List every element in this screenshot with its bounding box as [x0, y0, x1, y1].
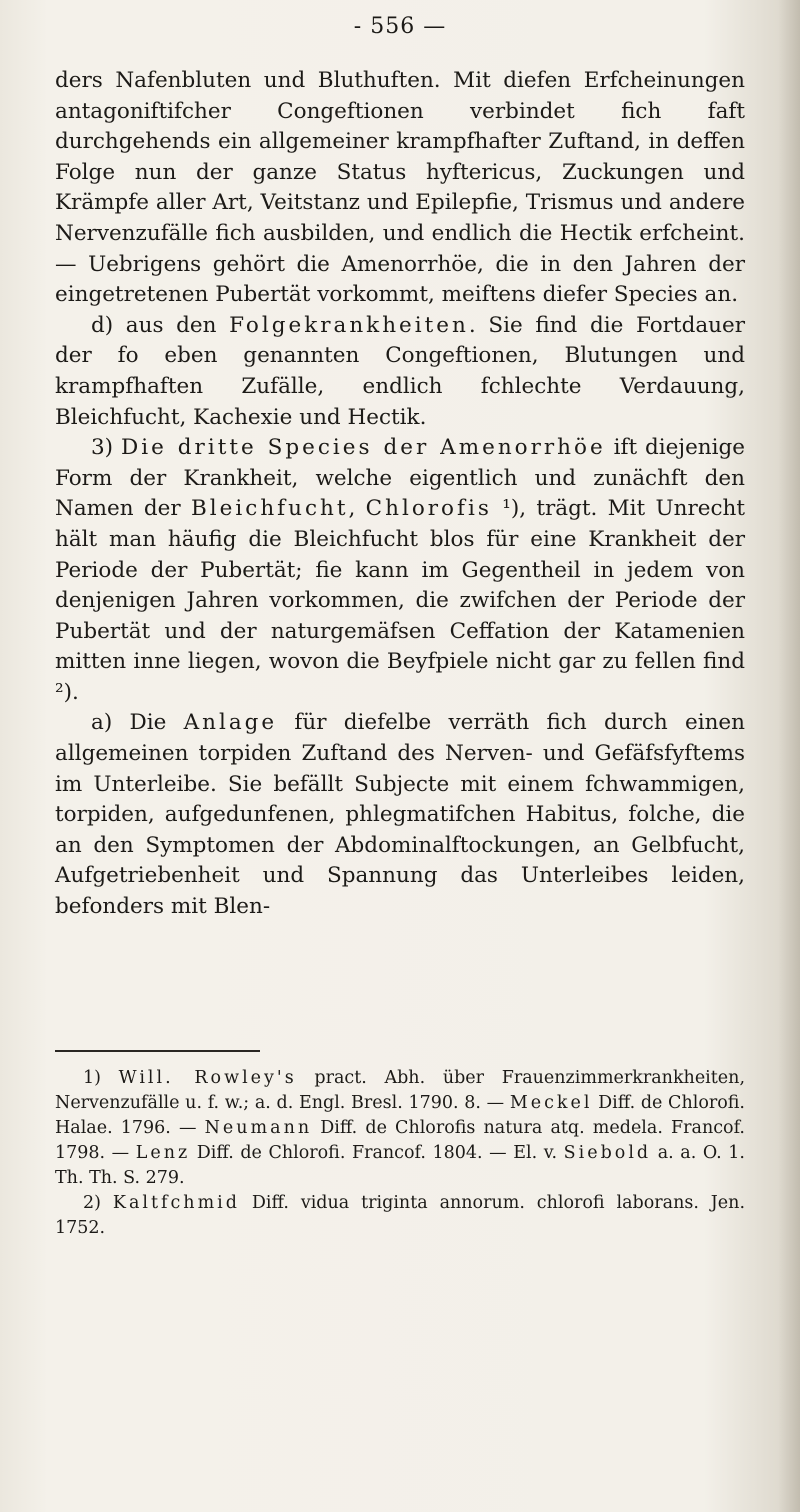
spaced-term: Anlage — [183, 710, 278, 736]
spaced-term: Bleichfucht — [191, 496, 349, 522]
body-text — [55, 66, 745, 923]
footnote-2 — [55, 1191, 745, 1241]
spaced-term: Neumann — [204, 1118, 313, 1138]
spaced-term: Siebold — [563, 1143, 652, 1163]
text-run: pract. Abh. über Frauenzimmerkrankheiten, Nervenzufälle u. f. w.; a. d. Engl. Bresl. 1790. 8. — — [55, 1068, 746, 1113]
page-number: - 556 — — [353, 14, 447, 39]
text-run: Diff. vidua triginta annorum. chlorofi laborans. Jen. 1752. — [55, 1193, 746, 1238]
text-run: Diff. de Chlorofis natura atq. medela. Francof. 1798. — — [55, 1118, 745, 1163]
text-run: für diefelbe verräth fich durch einen allgemeinen torpiden Zuftand des Nerven- und Gefäfsfyftems im Unterleibe. Sie befällt Subjecte mit einem fchwammigen, torpiden, aufgedunfenen, phlegmatifchen Habitus, folche, die an den Symptomen der Abdominalftockungen, an Gelbfucht, Aufgetriebenheit und Spannung das Unterleibes leiden, befonders mit Blen- — [55, 710, 746, 920]
paragraph-4 — [55, 708, 745, 922]
spaced-term: Die dritte Species der Amenorrhöe — [121, 435, 606, 461]
text-run: Diff. de Chlorofi. Halae. 1796. — — [55, 1093, 745, 1138]
text-run: 1) — [83, 1068, 119, 1088]
paragraph-1 — [55, 66, 745, 311]
text-run: Diff. de Chlorofi. Francof. 1804. — El. v. — [190, 1143, 564, 1163]
spaced-term: Lenz — [135, 1143, 191, 1163]
text-run: ¹), trägt. Mit Unrecht hält man häufig die Bleichfucht blos für eine Krankheit der Periode der Pubertät; fie kann im Gegentheil in jedem von denjenigen Jahren vorkommen, die zwifchen der Periode der Pubertät und der naturgemäfsen Ceffation der Katamenien mitten inne liegen, wovon die Beyfpiele nicht gar zu fellen find ²). — [55, 496, 745, 705]
paragraph-2 — [55, 311, 745, 433]
text-run: 2) — [83, 1193, 113, 1213]
spaced-term: Chlorofis — [365, 496, 492, 522]
footnote-1 — [55, 1066, 745, 1191]
text-run: . Sie find die Fortdauer der fo eben genannten Congeftionen, Blutungen und krampfhaften Zufälle, endlich fchlechte Verdauung, Bleichfucht, Kachexie und Hectik. — [55, 312, 745, 430]
text-run: a) Die — [91, 710, 184, 736]
text-run: ift diejenige Form der Krankheit, welche eigentlich und zunächft den Namen der — [55, 435, 746, 522]
footnotes — [55, 1066, 745, 1241]
paragraph-3 — [55, 433, 745, 708]
text-run: a. a. O. 1. Th. Th. S. 279. — [55, 1143, 745, 1188]
spaced-term: Kaltfchmid — [112, 1193, 240, 1213]
text-run: ders Nafenbluten und Bluthuften. Mit diefen Erfcheinungen antagoniftifcher Congeftionen verbindet fich faft durchgehends ein allgemeiner krampfhafter Zuftand, in deffen Folge nun der ganze Status hyftericus, Zuckungen und Krämpfe aller Art, Veitstanz und Epilepfie, Trismus und andere Nervenzufälle fich ausbilden, und endlich die Hectik erfcheint. — Uebrigens gehört die Amenorrhöe, die in den Jahren der eingetretenen Pubertät vorkommt, meiftens diefer Species an. — [55, 68, 745, 308]
footnote-rule — [55, 1050, 260, 1052]
page-edge-shadow — [778, 0, 800, 1512]
spaced-term: Will. Rowley's — [118, 1068, 297, 1088]
spaced-term: Folgekrankheiten — [229, 312, 469, 338]
spaced-term: Meckel — [509, 1093, 593, 1113]
text-run: 3) — [91, 435, 122, 461]
text-run: , — [348, 496, 366, 522]
text-run: d) aus den — [91, 312, 230, 338]
